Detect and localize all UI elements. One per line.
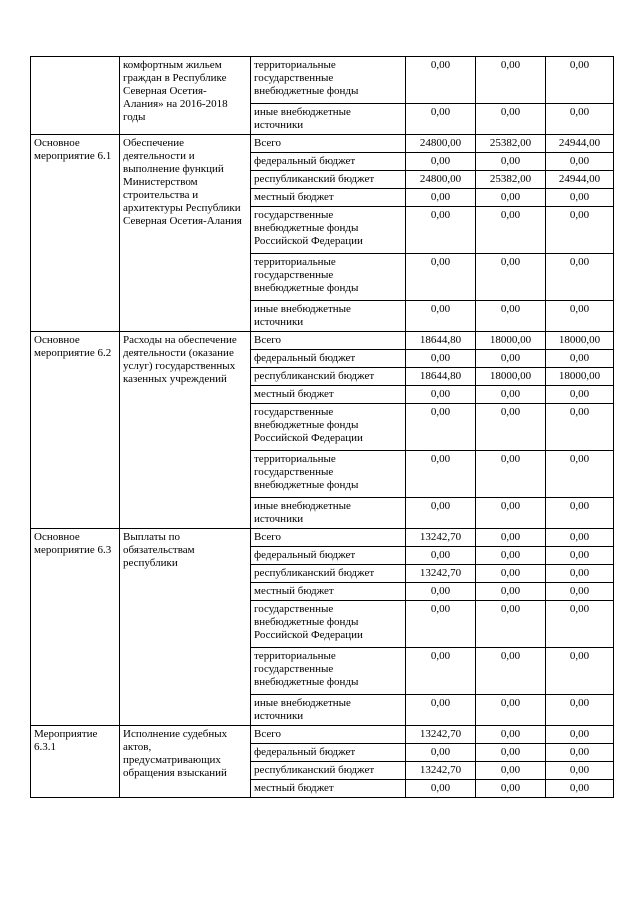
funding-source-cell: иные внебюджетные источники xyxy=(251,301,406,332)
amount-year-3-cell: 0,00 xyxy=(546,153,614,171)
amount-year-2-cell: 0,00 xyxy=(476,386,546,404)
amount-year-3-cell: 0,00 xyxy=(546,583,614,601)
amount-year-2-cell: 0,00 xyxy=(476,695,546,726)
table-row xyxy=(31,726,614,744)
amount-year-2-cell: 0,00 xyxy=(476,254,546,301)
funding-source-cell: государственные внебюджетные фонды Российской Федерации xyxy=(251,207,406,254)
amount-year-2-cell: 0,00 xyxy=(476,451,546,498)
funding-source-cell: иные внебюджетные источники xyxy=(251,695,406,726)
amount-year-2-cell: 0,00 xyxy=(476,726,546,744)
table-row xyxy=(31,332,614,350)
activity-name-cell: Обеспечение деятельности и выполнение функций Министерством строительства и архитектуры Республики Северная Осетия-Алания xyxy=(120,135,251,332)
amount-year-3-cell: 0,00 xyxy=(546,451,614,498)
amount-year-2-cell: 0,00 xyxy=(476,648,546,695)
amount-year-1-cell: 0,00 xyxy=(406,744,476,762)
amount-year-2-cell: 0,00 xyxy=(476,350,546,368)
amount-year-2-cell: 18000,00 xyxy=(476,332,546,350)
funding-source-cell: территориальные государственные внебюджетные фонды xyxy=(251,254,406,301)
amount-year-3-cell: 0,00 xyxy=(546,565,614,583)
amount-year-1-cell: 0,00 xyxy=(406,601,476,648)
amount-year-2-cell: 0,00 xyxy=(476,601,546,648)
amount-year-1-cell: 0,00 xyxy=(406,254,476,301)
amount-year-1-cell: 0,00 xyxy=(406,695,476,726)
amount-year-2-cell: 0,00 xyxy=(476,189,546,207)
amount-year-1-cell: 0,00 xyxy=(406,780,476,798)
activity-code-cell: Основное мероприятие 6.2 xyxy=(31,332,120,529)
amount-year-3-cell: 0,00 xyxy=(546,648,614,695)
funding-source-cell: иные внебюджетные источники xyxy=(251,104,406,135)
activity-name-cell: Выплаты по обязательствам республики xyxy=(120,529,251,726)
amount-year-2-cell: 0,00 xyxy=(476,207,546,254)
amount-year-2-cell: 0,00 xyxy=(476,565,546,583)
amount-year-1-cell: 0,00 xyxy=(406,547,476,565)
activity-code-cell xyxy=(31,57,120,135)
table-row xyxy=(31,529,614,547)
funding-source-cell: республиканский бюджет xyxy=(251,368,406,386)
table-row xyxy=(31,57,614,104)
amount-year-1-cell: 13242,70 xyxy=(406,529,476,547)
funding-source-cell: территориальные государственные внебюджетные фонды xyxy=(251,451,406,498)
amount-year-1-cell: 0,00 xyxy=(406,104,476,135)
amount-year-1-cell: 24800,00 xyxy=(406,135,476,153)
amount-year-3-cell: 0,00 xyxy=(546,189,614,207)
funding-source-cell: местный бюджет xyxy=(251,583,406,601)
amount-year-1-cell: 0,00 xyxy=(406,404,476,451)
amount-year-1-cell: 13242,70 xyxy=(406,726,476,744)
amount-year-3-cell: 0,00 xyxy=(546,404,614,451)
funding-source-cell: государственные внебюджетные фонды Российской Федерации xyxy=(251,404,406,451)
amount-year-3-cell: 24944,00 xyxy=(546,135,614,153)
amount-year-1-cell: 0,00 xyxy=(406,583,476,601)
amount-year-1-cell: 0,00 xyxy=(406,648,476,695)
funding-source-cell: федеральный бюджет xyxy=(251,350,406,368)
amount-year-3-cell: 0,00 xyxy=(546,350,614,368)
funding-source-cell: республиканский бюджет xyxy=(251,565,406,583)
amount-year-2-cell: 0,00 xyxy=(476,404,546,451)
funding-source-cell: Всего xyxy=(251,726,406,744)
amount-year-1-cell: 24800,00 xyxy=(406,171,476,189)
amount-year-1-cell: 13242,70 xyxy=(406,565,476,583)
amount-year-3-cell: 0,00 xyxy=(546,301,614,332)
amount-year-3-cell: 24944,00 xyxy=(546,171,614,189)
amount-year-3-cell: 0,00 xyxy=(546,498,614,529)
amount-year-2-cell: 0,00 xyxy=(476,153,546,171)
amount-year-2-cell: 0,00 xyxy=(476,762,546,780)
table-row xyxy=(31,135,614,153)
amount-year-1-cell: 0,00 xyxy=(406,386,476,404)
amount-year-1-cell: 0,00 xyxy=(406,189,476,207)
amount-year-1-cell: 0,00 xyxy=(406,207,476,254)
amount-year-3-cell: 0,00 xyxy=(546,744,614,762)
amount-year-2-cell: 0,00 xyxy=(476,780,546,798)
funding-source-cell: республиканский бюджет xyxy=(251,171,406,189)
amount-year-3-cell: 0,00 xyxy=(546,254,614,301)
amount-year-3-cell: 0,00 xyxy=(546,762,614,780)
amount-year-2-cell: 0,00 xyxy=(476,744,546,762)
amount-year-2-cell: 25382,00 xyxy=(476,135,546,153)
funding-source-cell: федеральный бюджет xyxy=(251,744,406,762)
activity-name-cell: комфортным жильем граждан в Республике Северная Осетия-Алания» на 2016-2018 годы xyxy=(120,57,251,135)
amount-year-3-cell: 0,00 xyxy=(546,780,614,798)
amount-year-2-cell: 0,00 xyxy=(476,301,546,332)
activity-code-cell: Мероприятие 6.3.1 xyxy=(31,726,120,798)
amount-year-2-cell: 0,00 xyxy=(476,547,546,565)
amount-year-1-cell: 18644,80 xyxy=(406,332,476,350)
amount-year-3-cell: 0,00 xyxy=(546,386,614,404)
amount-year-3-cell: 0,00 xyxy=(546,726,614,744)
amount-year-2-cell: 0,00 xyxy=(476,529,546,547)
funding-source-cell: Всего xyxy=(251,135,406,153)
amount-year-1-cell: 18644,80 xyxy=(406,368,476,386)
amount-year-3-cell: 0,00 xyxy=(546,57,614,104)
funding-source-cell: местный бюджет xyxy=(251,189,406,207)
funding-source-cell: государственные внебюджетные фонды Российской Федерации xyxy=(251,601,406,648)
amount-year-2-cell: 0,00 xyxy=(476,57,546,104)
amount-year-1-cell: 0,00 xyxy=(406,301,476,332)
amount-year-3-cell: 0,00 xyxy=(546,529,614,547)
amount-year-3-cell: 0,00 xyxy=(546,695,614,726)
funding-source-cell: федеральный бюджет xyxy=(251,153,406,171)
amount-year-3-cell: 0,00 xyxy=(546,601,614,648)
amount-year-3-cell: 18000,00 xyxy=(546,332,614,350)
funding-source-cell: республиканский бюджет xyxy=(251,762,406,780)
activity-code-cell: Основное мероприятие 6.3 xyxy=(31,529,120,726)
amount-year-1-cell: 0,00 xyxy=(406,451,476,498)
funding-source-cell: местный бюджет xyxy=(251,780,406,798)
amount-year-2-cell: 0,00 xyxy=(476,498,546,529)
funding-source-cell: иные внебюджетные источники xyxy=(251,498,406,529)
amount-year-2-cell: 0,00 xyxy=(476,583,546,601)
funding-source-cell: Всего xyxy=(251,529,406,547)
amount-year-2-cell: 0,00 xyxy=(476,104,546,135)
funding-source-cell: территориальные государственные внебюджетные фонды xyxy=(251,648,406,695)
amount-year-3-cell: 0,00 xyxy=(546,547,614,565)
amount-year-1-cell: 0,00 xyxy=(406,57,476,104)
amount-year-2-cell: 18000,00 xyxy=(476,368,546,386)
amount-year-2-cell: 25382,00 xyxy=(476,171,546,189)
budget-table xyxy=(30,56,614,798)
amount-year-1-cell: 0,00 xyxy=(406,153,476,171)
funding-source-cell: местный бюджет xyxy=(251,386,406,404)
amount-year-3-cell: 0,00 xyxy=(546,207,614,254)
amount-year-3-cell: 18000,00 xyxy=(546,368,614,386)
funding-source-cell: территориальные государственные внебюджетные фонды xyxy=(251,57,406,104)
activity-code-cell: Основное мероприятие 6.1 xyxy=(31,135,120,332)
amount-year-3-cell: 0,00 xyxy=(546,104,614,135)
activity-name-cell: Расходы на обеспечение деятельности (оказание услуг) государственных казенных учреждений xyxy=(120,332,251,529)
funding-source-cell: Всего xyxy=(251,332,406,350)
funding-source-cell: федеральный бюджет xyxy=(251,547,406,565)
budget-table-body xyxy=(31,57,614,798)
amount-year-1-cell: 0,00 xyxy=(406,350,476,368)
amount-year-1-cell: 0,00 xyxy=(406,498,476,529)
amount-year-1-cell: 13242,70 xyxy=(406,762,476,780)
activity-name-cell: Исполнение судебных актов, предусматривающих обращения взысканий xyxy=(120,726,251,798)
